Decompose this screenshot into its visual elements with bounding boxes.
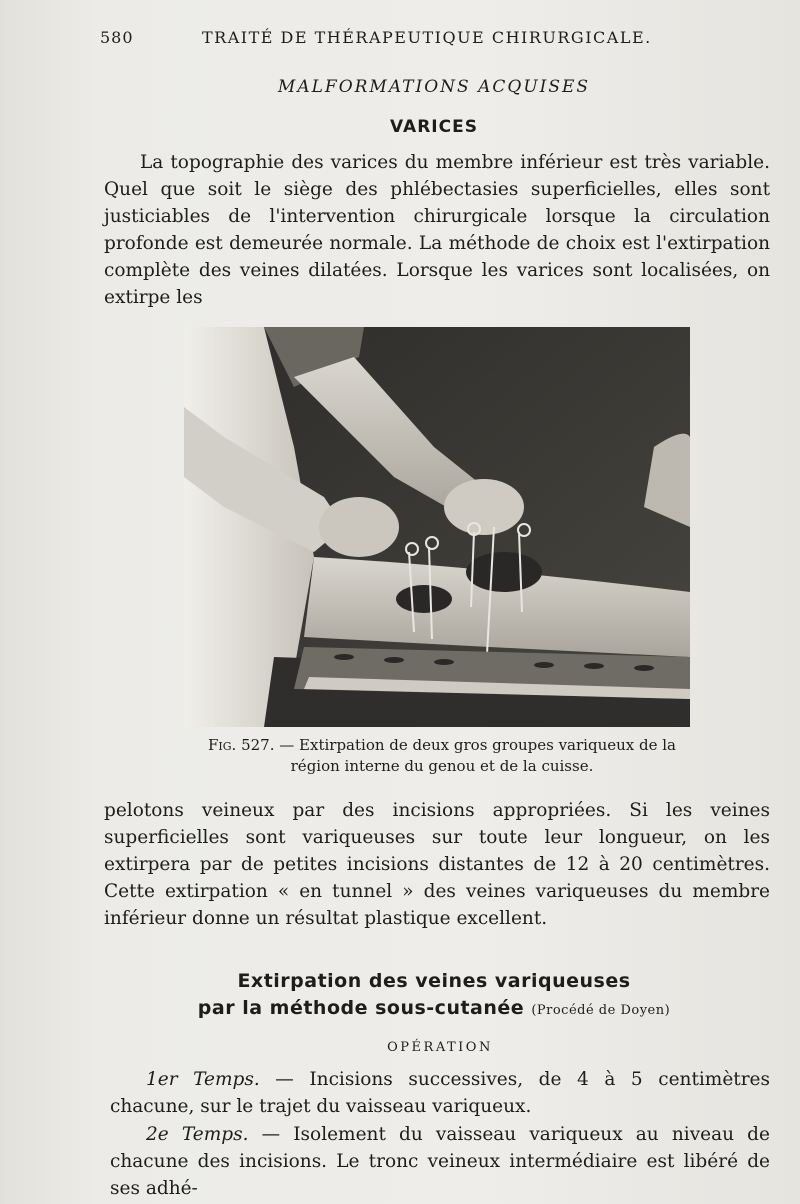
page-header xyxy=(100,28,700,52)
step-2 xyxy=(110,1121,770,1202)
step-2-text: — Isolement du vaisseau variqueux au niveau de chacune des incisions. Le tronc veineux intermédiaire est libéré de ses adhé- xyxy=(110,1124,770,1199)
figure-caption-text: — Extirpation de deux gros groupes variqueux de la région interne du genou et de la cuisse. xyxy=(279,736,676,775)
figure-label: Fig. 527. xyxy=(208,736,275,754)
paragraph-continuation: pelotons veineux par des incisions appropriées. Si les veines superficielles sont variqueuses sur toute leur longueur, on les extirpera par de petites incisions distantes de 12 à 20 centimètres. Cette extirpation « en tunnel » des veines variqueuses du membre inférieur donne un résultat plastique excellent. xyxy=(104,800,770,929)
step-2-label: 2e Temps. xyxy=(146,1124,249,1145)
photo-illustration xyxy=(184,327,690,727)
figure-caption xyxy=(184,735,700,777)
subsection-title-line-2 xyxy=(0,997,800,1019)
surgical-photograph xyxy=(184,327,690,727)
paragraph-intro: La topographie des varices du membre inférieur est très variable. Quel que soit le siège des phlébectasies superficielles, elles sont justiciables de l'intervention chirurgicale lorsque la circulation profonde est demeurée normale. La méthode de choix est l'extirpation complète des veines dilatées. Lorsque les varices sont localisées, on extirpe les xyxy=(104,152,770,308)
step-1-label: 1er Temps. xyxy=(146,1069,260,1090)
page-number: 580 xyxy=(100,28,134,47)
step-1 xyxy=(110,1066,770,1120)
subsection-title-main: par la méthode sous-cutanée xyxy=(197,997,525,1019)
running-title: TRAITÉ DE THÉRAPEUTIQUE CHIRURGICALE. xyxy=(202,28,652,47)
operation-heading: OPÉRATION xyxy=(387,1040,493,1055)
section-title: VARICES xyxy=(390,117,478,137)
subsection-title-line-1: Extirpation des veines variqueuses xyxy=(237,970,631,992)
chapter-subtitle: MALFORMATIONS ACQUISES xyxy=(277,77,591,97)
subsection-title-note: (Procédé de Doyen) xyxy=(531,1003,671,1018)
step-1-text: — Incisions successives, de 4 à 5 centimètres chacune, sur le trajet du vaisseau variqueux. xyxy=(110,1069,771,1117)
